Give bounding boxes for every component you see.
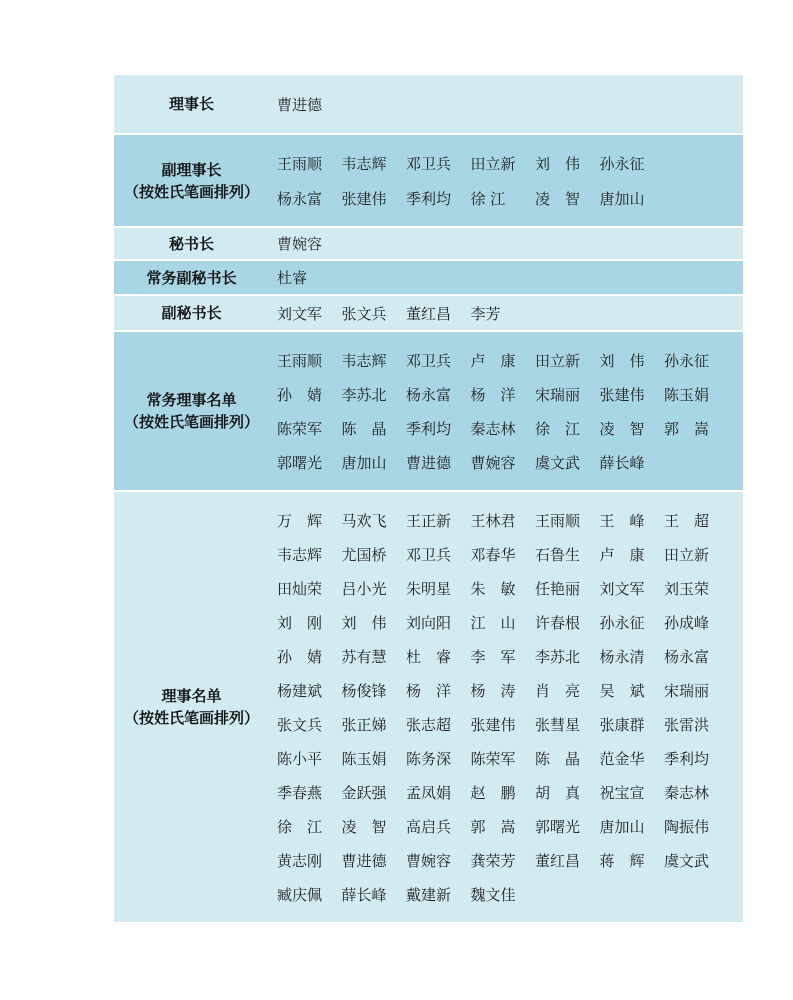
member-name: 郭 嵩 [664, 419, 710, 438]
member-name: 刘 刚 [277, 613, 323, 632]
row-standing-council-members [114, 331, 743, 491]
member-name: 邓卫兵 [406, 545, 452, 564]
name-list [269, 233, 743, 254]
member-name: 张雷洪 [664, 715, 710, 734]
member-name: 杨 涛 [470, 681, 516, 700]
member-name: 薛长峰 [599, 453, 645, 472]
member-name: 虞文武 [535, 453, 581, 472]
member-name: 高启兵 [406, 817, 452, 836]
label-line: 理事长 [168, 95, 214, 113]
member-name: 李苏北 [341, 385, 387, 404]
member-name: 曹进德 [341, 851, 387, 870]
member-name: 杨建斌 [277, 681, 323, 700]
member-name: 王林君 [470, 511, 516, 530]
member-name: 孙 婧 [277, 385, 323, 404]
label-line: 理事名单 [161, 687, 222, 705]
member-name: 张正娣 [341, 715, 387, 734]
name-list [269, 350, 743, 473]
member-name: 宋瑞丽 [535, 385, 581, 404]
label-line: 副秘书长 [161, 304, 222, 322]
member-name: 刘 伟 [341, 613, 387, 632]
member-name: 王 峰 [599, 511, 645, 530]
member-name: 刘向阳 [406, 613, 452, 632]
member-name: 曹婉容 [470, 453, 516, 472]
member-name: 曹婉容 [277, 235, 323, 253]
member-name: 邓卫兵 [406, 351, 452, 370]
member-name: 张康群 [599, 715, 645, 734]
member-name: 季利均 [406, 189, 452, 208]
member-name: 陈荣军 [470, 749, 516, 768]
member-name: 秦志林 [664, 783, 710, 802]
names-cell [269, 227, 743, 260]
member-name: 凌 智 [341, 817, 387, 836]
member-name: 臧庆佩 [277, 885, 323, 904]
row-council-members [114, 491, 743, 923]
member-name: 王雨顺 [535, 511, 581, 530]
member-name: 孙成峰 [664, 613, 710, 632]
member-name: 许春根 [535, 613, 581, 632]
member-name: 陈 晶 [535, 749, 581, 768]
member-name: 孙永征 [664, 351, 710, 370]
member-name: 卢 康 [470, 351, 516, 370]
member-name: 陈玉娟 [341, 749, 387, 768]
member-name: 张文兵 [341, 304, 387, 323]
member-name: 田立新 [664, 545, 710, 564]
member-name: 祝宝宣 [599, 783, 645, 802]
member-name: 田立新 [470, 154, 516, 173]
member-name: 尤国桥 [341, 545, 387, 564]
names-cell [269, 491, 743, 923]
member-name: 朱明星 [406, 579, 452, 598]
member-name: 刘文军 [599, 579, 645, 598]
row-president [114, 75, 743, 134]
member-name: 唐加山 [599, 817, 645, 836]
member-name: 戴建新 [406, 885, 452, 904]
member-name: 龚荣芳 [470, 851, 516, 870]
member-name: 孙 婧 [277, 647, 323, 666]
member-name: 马欢飞 [341, 511, 387, 530]
member-name: 苏有慧 [341, 647, 387, 666]
row-secretary-general [114, 227, 743, 260]
label-line: 副理事长 [161, 160, 222, 179]
name-list [269, 153, 743, 209]
row-label [114, 134, 269, 227]
member-name: 杨 洋 [470, 385, 516, 404]
member-name: 凌 智 [535, 189, 581, 208]
member-name: 李芳 [470, 304, 501, 323]
member-name: 杨 洋 [406, 681, 452, 700]
names-cell [269, 260, 743, 295]
row-label [114, 260, 269, 295]
member-name [664, 153, 729, 174]
label-line: 常务副秘书长 [146, 268, 237, 287]
member-name: 陈小平 [277, 749, 323, 768]
member-name: 王正新 [406, 511, 452, 530]
label-note: （按姓氏笔画排列） [123, 709, 259, 727]
member-name: 田灿荣 [277, 579, 323, 598]
member-name: 陶振伟 [664, 817, 710, 836]
member-name: 杨永富 [277, 189, 323, 208]
name-list [269, 267, 743, 288]
member-name: 魏文佳 [470, 885, 516, 904]
member-name: 李苏北 [535, 647, 581, 666]
member-name: 孙永征 [599, 154, 645, 173]
member-name: 范金华 [599, 749, 645, 768]
names-cell [269, 75, 743, 134]
member-name: 陈荣军 [277, 419, 323, 438]
member-name: 张建伟 [599, 385, 645, 404]
row-label [114, 295, 269, 331]
member-name: 张志超 [406, 715, 452, 734]
member-name: 张建伟 [470, 715, 516, 734]
row-label [114, 331, 269, 491]
member-name: 吴 斌 [599, 681, 645, 700]
member-name: 卢 康 [599, 545, 645, 564]
member-name: 曹进德 [406, 453, 452, 472]
member-name: 陈 晶 [341, 419, 387, 438]
member-name: 任艳丽 [535, 579, 581, 598]
member-name: 郭曙光 [277, 453, 323, 472]
member-name: 王 超 [664, 511, 710, 530]
member-name: 杨永富 [664, 647, 710, 666]
member-name: 黄志刚 [277, 851, 323, 870]
member-name: 韦志辉 [341, 154, 387, 173]
member-name: 曹进德 [277, 95, 323, 114]
name-list [269, 303, 743, 324]
member-name: 张彗星 [535, 715, 581, 734]
member-name: 杨永清 [599, 647, 645, 666]
name-list [269, 94, 743, 115]
row-deputy-secretaries-general [114, 295, 743, 331]
member-name: 朱 敏 [470, 579, 516, 598]
member-name: 蒋 辉 [599, 851, 645, 870]
member-name: 宋瑞丽 [664, 681, 710, 700]
member-name: 张建伟 [341, 189, 387, 208]
label-line: 常务理事名单 [146, 391, 237, 409]
member-name: 杜 睿 [406, 647, 452, 666]
row-label [114, 75, 269, 134]
member-name: 季利均 [664, 749, 710, 768]
member-name: 张文兵 [277, 715, 323, 734]
member-name: 胡 真 [535, 783, 581, 802]
member-name: 王雨顺 [277, 154, 323, 173]
member-name: 刘 伟 [535, 154, 581, 173]
member-name: 金跃强 [341, 783, 387, 802]
row-vice-presidents [114, 134, 743, 227]
member-name: 郭曙光 [535, 817, 581, 836]
member-name: 秦志林 [470, 419, 516, 438]
names-cell [269, 331, 743, 491]
member-name: 刘 伟 [599, 351, 645, 370]
member-name: 石鲁生 [535, 545, 581, 564]
member-name: 唐加山 [599, 189, 645, 208]
member-name: 曹婉容 [406, 851, 452, 870]
member-name: 赵 鹏 [470, 783, 516, 802]
member-name: 肖 亮 [535, 681, 581, 700]
member-name: 邓春华 [470, 545, 516, 564]
member-name: 徐 江 [470, 189, 506, 208]
names-cell [269, 134, 743, 227]
row-executive-deputy-secretary-general [114, 260, 743, 295]
member-name: 邓卫兵 [406, 154, 452, 173]
member-name: 韦志辉 [277, 545, 323, 564]
row-label [114, 227, 269, 260]
member-name: 刘玉荣 [664, 579, 710, 598]
member-name: 徐 江 [535, 419, 581, 438]
label-line: 秘书长 [168, 234, 214, 253]
member-name: 陈务深 [406, 749, 452, 768]
label-note: （按姓氏笔画排列） [123, 182, 259, 201]
member-name: 田立新 [535, 351, 581, 370]
member-name: 董红昌 [406, 304, 452, 323]
member-name: 韦志辉 [341, 351, 387, 370]
member-name: 孙永征 [599, 613, 645, 632]
member-name: 凌 智 [599, 419, 645, 438]
member-name: 杜睿 [277, 269, 308, 287]
member-name: 江 山 [470, 613, 516, 632]
member-name: 薛长峰 [341, 885, 387, 904]
label-note: （按姓氏笔画排列） [123, 413, 259, 431]
member-name: 孟凤娟 [406, 783, 452, 802]
member-name: 万 辉 [277, 511, 323, 530]
council-roster-table [114, 75, 743, 924]
member-name: 唐加山 [341, 453, 387, 472]
member-name: 李 军 [470, 647, 516, 666]
member-name: 陈玉娟 [664, 385, 710, 404]
member-name: 杨俊锋 [341, 681, 387, 700]
member-name: 杨永富 [406, 385, 452, 404]
member-name: 虞文武 [664, 851, 710, 870]
member-name: 王雨顺 [277, 351, 323, 370]
names-cell [269, 295, 743, 331]
name-list [269, 510, 743, 905]
member-name: 郭 嵩 [470, 817, 516, 836]
member-name: 董红昌 [535, 851, 581, 870]
member-name: 吕小光 [341, 579, 387, 598]
member-name: 刘文军 [277, 304, 323, 323]
row-label [114, 491, 269, 923]
member-name: 徐 江 [277, 817, 323, 836]
member-name: 季利均 [406, 419, 452, 438]
member-name: 季春燕 [277, 783, 323, 802]
